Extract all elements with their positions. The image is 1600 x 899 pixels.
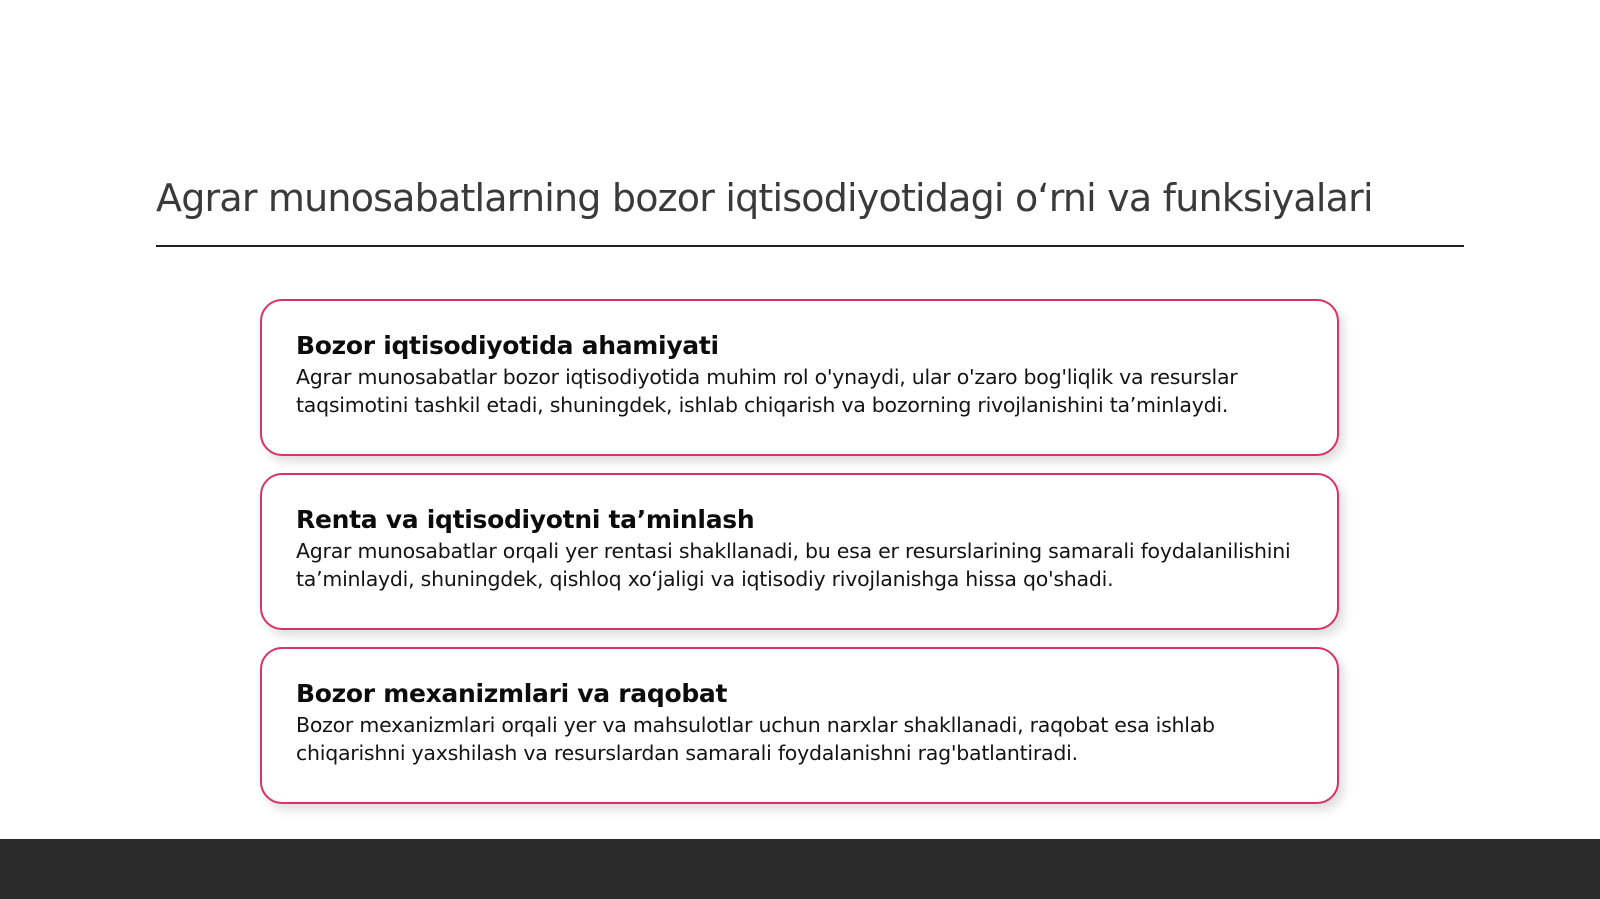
card-heading: Renta va iqtisodiyotni ta’minlash (296, 505, 755, 534)
card-heading: Bozor mexanizmlari va raqobat (296, 679, 728, 708)
info-card-market-mechanisms (260, 647, 1339, 804)
card-heading: Bozor iqtisodiyotida ahamiyati (296, 331, 719, 360)
title-divider (156, 245, 1464, 247)
info-card-market-importance (260, 299, 1339, 456)
card-text: Bozor mexanizmlari orqali yer va mahsulotlar uchun narxlar shakllanadi, raqobat esa ishlab chiqarishni yaxshilash va resurslardan samarali foydalanishni rag'batlantiradi. (296, 713, 1215, 765)
info-card-rent (260, 473, 1339, 630)
card-text: Agrar munosabatlar orqali yer rentasi shakllanadi, bu esa er resurslarining samarali foydalanilishini ta’minlaydi, shuningdek, qishloq xo‘jaligi va iqtisodiy rivojlanishga hissa qo'shadi. (296, 539, 1291, 591)
slide-title: Agrar munosabatlarning bozor iqtisodiyotidagi o‘rni va funksiyalari (156, 176, 1373, 220)
card-text: Agrar munosabatlar bozor iqtisodiyotida muhim rol o'ynaydi, ular o'zaro bog'liqlik va resurslar taqsimotini tashkil etadi, shuningdek, ishlab chiqarish va bozorning rivojlanishini ta’minlaydi. (296, 365, 1238, 417)
footer-bar (0, 839, 1600, 899)
